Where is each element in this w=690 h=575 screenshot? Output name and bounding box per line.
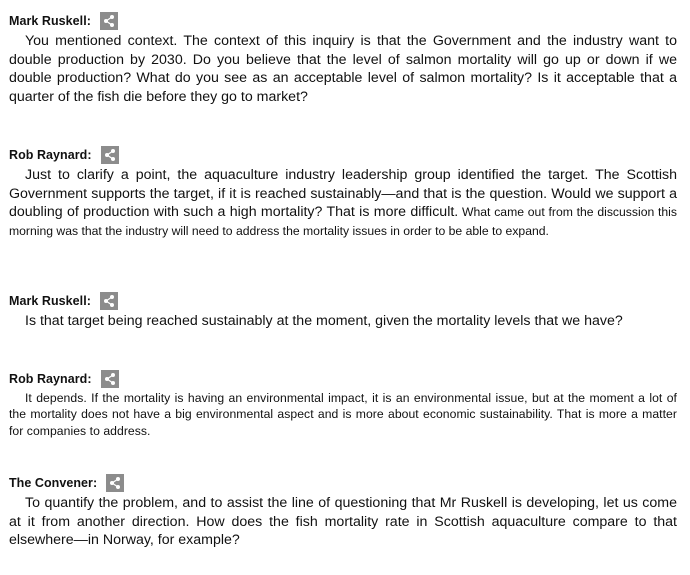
speech-text bbox=[9, 166, 677, 240]
share-icon[interactable] bbox=[101, 146, 119, 164]
speaker-row bbox=[9, 10, 677, 32]
speech-text: Is that target being reached sustainably at the moment, given the mortality levels that we have? bbox=[25, 313, 623, 329]
speaker-row bbox=[9, 144, 677, 166]
speech-text: It depends. If the mortality is having an environmental impact, it is an environmental issue, but at the moment a lot of the mortality does not have a big environmental aspect and is more about economic sustainability. That is more a matter for companies to address. bbox=[9, 391, 677, 438]
contribution bbox=[9, 472, 677, 550]
speaker-name: Rob Raynard: bbox=[9, 148, 92, 162]
contribution bbox=[9, 144, 677, 240]
speaker-name: The Convener: bbox=[9, 476, 98, 490]
share-icon[interactable] bbox=[106, 474, 124, 492]
speaker-name: Rob Raynard: bbox=[9, 372, 92, 386]
speaker-name: Mark Ruskell: bbox=[9, 294, 91, 308]
speech-text-main: Just to clarify a point, the aquaculture industry leadership group identified the target. The Scottish Government supports the target, if it is reached sustainably—and that is the question. Would we support a doubling of production with such a high mortality? That is more difficult. bbox=[9, 167, 677, 221]
contribution bbox=[9, 290, 677, 331]
speaker-row bbox=[9, 472, 677, 494]
speech-text: You mentioned context. The context of this inquiry is that the Government and the industry want to double production by 2030. Do you believe that the level of salmon mortality will go up or down if we double production? What do you see as an acceptable level of salmon mortality? Is it acceptable that a quarter of the fish die before they go to market? bbox=[9, 33, 677, 105]
speaker-row bbox=[9, 368, 677, 390]
contribution bbox=[9, 368, 677, 439]
share-icon[interactable] bbox=[101, 370, 119, 388]
contribution bbox=[9, 10, 677, 106]
speech-text: To quantify the problem, and to assist the line of questioning that Mr Ruskell is developing, let us come at it from another direction. How does the fish mortality rate in Scottish aquaculture compare to that elsewhere—in Norway, for example? bbox=[9, 495, 677, 549]
speaker-name: Mark Ruskell: bbox=[9, 14, 91, 28]
speaker-row bbox=[9, 290, 677, 312]
share-icon[interactable] bbox=[100, 12, 118, 30]
share-icon[interactable] bbox=[100, 292, 118, 310]
speech-text-tail: What came out from the discussion this morning was that the industry will need to address the mortality issues in order to be able to expand. bbox=[9, 205, 677, 238]
